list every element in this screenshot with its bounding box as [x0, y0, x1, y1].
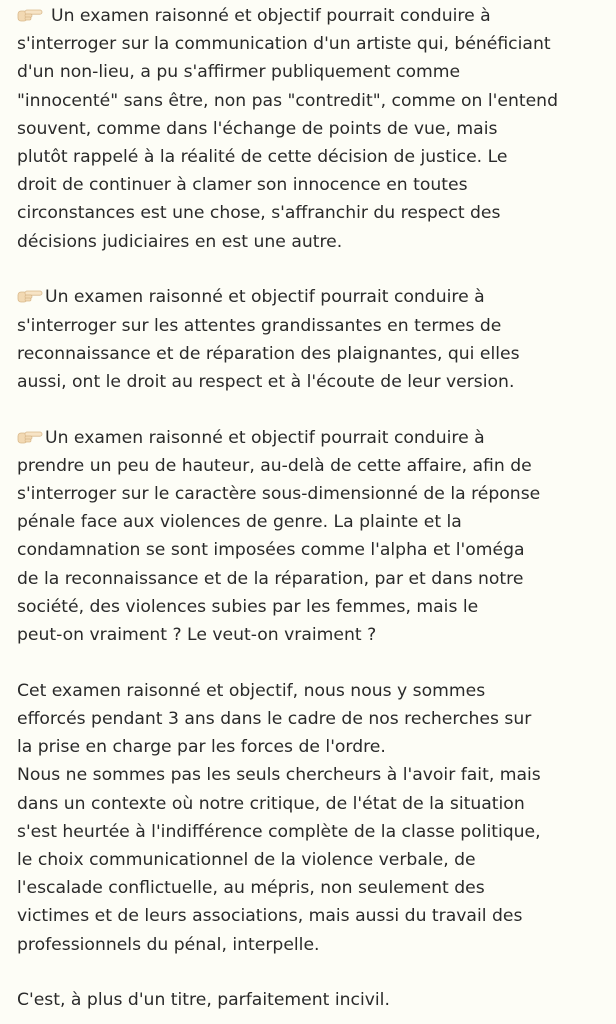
- text-line: Un examen raisonné et objectif pourrait conduire à: [17, 283, 608, 311]
- text-line: d'un non-lieu, a pu s'affirmer publiquement comme: [17, 62, 461, 83]
- text-line: prendre un peu de hauteur, au-delà de cette affaire, afin de: [17, 455, 532, 476]
- paragraph-2: [17, 283, 608, 396]
- text-line: s'interroger sur le caractère sous-dimensionné de la réponse: [17, 484, 541, 505]
- text-line: souvent, comme dans l'échange de points de vue, mais: [17, 118, 498, 139]
- text-line: "innocenté" sans être, non pas "contredit", comme on l'entend: [17, 90, 558, 111]
- text-line: s'interroger sur la communication d'un artiste qui, bénéficiant: [17, 34, 551, 55]
- text-line: pénale face aux violences de genre. La plainte et la: [17, 512, 462, 533]
- text-line: reconnaissance et de réparation des plaignantes, qui elles: [17, 343, 520, 364]
- pointing-right-hand-icon: [17, 426, 43, 444]
- text-line: peut-on vraiment ? Le veut-on vraiment ?: [17, 625, 377, 646]
- paragraph-3: [17, 424, 608, 650]
- text-line: circonstances est une chose, s'affranchir du respect des: [17, 203, 501, 224]
- text-line: C'est, à plus d'un titre, parfaitement incivil.: [17, 990, 390, 1011]
- paragraph-4: [17, 677, 608, 762]
- text-line: le choix communicationnel de la violence verbale, de: [17, 849, 476, 870]
- text-line: plutôt rappelé à la réalité de cette décision de justice. Le: [17, 147, 508, 168]
- text-line: Un examen raisonné et objectif pourrait conduire à: [17, 2, 608, 30]
- pointing-right-hand-icon: [17, 285, 43, 303]
- text-line: Nous ne sommes pas les seuls chercheurs à l'avoir fait, mais: [17, 765, 541, 786]
- text-line: décisions judiciaires en est une autre.: [17, 231, 343, 252]
- text-line: dans un contexte où notre critique, de l'état de la situation: [17, 793, 525, 814]
- text-line: Un examen raisonné et objectif pourrait conduire à: [17, 424, 608, 452]
- paragraph-6: [17, 986, 608, 1014]
- paragraph-5: [17, 761, 608, 958]
- text-line: professionnels du pénal, interpelle.: [17, 934, 320, 955]
- text-line: victimes et de leurs associations, mais aussi du travail des: [17, 906, 523, 927]
- paragraph-1: [17, 2, 608, 256]
- text-line: société, des violences subies par les femmes, mais le: [17, 596, 479, 617]
- text-line: la prise en charge par les forces de l'ordre.: [17, 737, 386, 758]
- text-line: l'escalade conflictuelle, au mépris, non seulement des: [17, 878, 485, 899]
- pointing-right-hand-icon: [17, 4, 43, 22]
- text-line: condamnation se sont imposées comme l'alpha et l'oméga: [17, 540, 525, 561]
- text-line: efforcés pendant 3 ans dans le cadre de nos recherches sur: [17, 708, 532, 729]
- text-line: Cet examen raisonné et objectif, nous nous y sommes: [17, 680, 486, 701]
- text-line: aussi, ont le droit au respect et à l'écoute de leur version.: [17, 371, 515, 392]
- text-line: de la reconnaissance et de la réparation, par et dans notre: [17, 568, 524, 589]
- text-line: s'interroger sur les attentes grandissantes en termes de: [17, 315, 502, 336]
- text-line: s'est heurtée à l'indifférence complète de la classe politique,: [17, 821, 541, 842]
- text-line: droit de continuer à clamer son innocence en toutes: [17, 175, 468, 196]
